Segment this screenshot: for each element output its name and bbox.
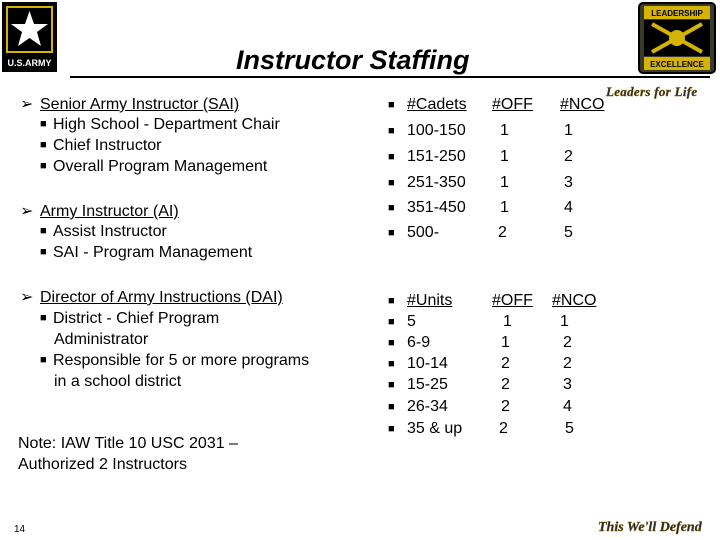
square-bullet-icon: ■ xyxy=(40,354,47,366)
square-bullet-icon: ■ xyxy=(388,202,395,214)
table-cell: 4 xyxy=(564,199,573,216)
table-cell: 2 xyxy=(563,355,572,372)
list-item: ■ Responsible for 5 or more programs xyxy=(40,352,310,369)
title-divider xyxy=(70,76,710,78)
table-cell: 5 xyxy=(564,224,573,241)
square-bullet-icon: ■ xyxy=(388,151,395,163)
table-cell: 251-350 xyxy=(407,174,466,191)
square-bullet-icon: ■ xyxy=(40,118,47,130)
table-cell: 3 xyxy=(563,376,572,393)
table-cell: 35 & up xyxy=(407,420,463,437)
table-cell: 5 xyxy=(407,313,416,330)
square-bullet-icon: ■ xyxy=(388,337,395,349)
note-line: Authorized 2 Instructors xyxy=(18,456,187,473)
square-bullet-icon: ■ xyxy=(40,160,47,172)
units-staffing-table xyxy=(388,292,628,442)
table-cell: 500- xyxy=(407,224,440,241)
list-item: ■ Overall Program Management xyxy=(40,158,268,175)
list-item: ■ High School - Department Chair xyxy=(40,116,280,133)
square-bullet-icon: ■ xyxy=(388,295,395,307)
column-header: #Cadets xyxy=(407,96,467,113)
table-cell: 1 xyxy=(500,148,509,165)
square-bullet-icon: ■ xyxy=(388,177,395,189)
star-icon xyxy=(2,2,57,58)
list-item: ■ Chief Instructor xyxy=(40,137,162,154)
column-header: #NCO xyxy=(560,96,605,113)
table-cell: 1 xyxy=(501,334,510,351)
section-heading-dai xyxy=(20,287,283,307)
table-cell: 3 xyxy=(564,174,573,191)
army-logo xyxy=(2,2,57,72)
table-cell: 2 xyxy=(501,376,510,393)
badge-top-text: LEADERSHIP xyxy=(651,9,703,18)
list-item: ■ SAI - Program Management xyxy=(40,244,253,261)
square-bullet-icon: ■ xyxy=(388,423,395,435)
army-logo-text: U.S.ARMY xyxy=(7,58,52,68)
section-heading-sai xyxy=(20,94,239,114)
section-heading-text: Director of Army Instructions (DAI) xyxy=(40,289,283,306)
column-header: #NCO xyxy=(552,292,597,309)
table-cell: 1 xyxy=(500,174,509,191)
section-heading-text: Senior Army Instructor (SAI) xyxy=(40,96,240,113)
table-cell: 1 xyxy=(503,313,512,330)
section-list-dai xyxy=(40,308,309,392)
page-number: 14 xyxy=(14,524,26,535)
badge-bottom-text: EXCELLENCE xyxy=(650,60,704,69)
section-list-sai xyxy=(40,114,280,177)
table-cell: 1 xyxy=(500,122,509,139)
table-cell: 100-150 xyxy=(407,122,466,139)
square-bullet-icon: ■ xyxy=(388,358,395,370)
table-cell: 4 xyxy=(563,398,572,415)
list-item: ■ Assist Instructor xyxy=(40,223,167,240)
column-header: #OFF xyxy=(492,96,533,113)
square-bullet-icon: ■ xyxy=(40,246,47,258)
leadership-badge xyxy=(638,2,716,74)
table-cell: 15-25 xyxy=(407,376,448,393)
list-item-continuation: Administrator xyxy=(54,331,149,348)
section-list-ai xyxy=(40,221,252,263)
cadets-staffing-table xyxy=(388,96,628,246)
arrow-bullet-icon: ➢ xyxy=(20,203,34,220)
square-bullet-icon: ■ xyxy=(388,227,395,239)
header-motto: Leaders for Life xyxy=(606,84,698,99)
square-bullet-icon: ■ xyxy=(388,99,395,111)
square-bullet-icon: ■ xyxy=(388,379,395,391)
footer-motto: This We'll Defend xyxy=(598,520,702,535)
authorization-note xyxy=(18,433,318,475)
column-header: #OFF xyxy=(492,292,533,309)
list-item: ■ District - Chief Program xyxy=(40,310,220,327)
table-cell: 5 xyxy=(565,420,574,437)
section-heading-ai xyxy=(20,201,179,221)
square-bullet-icon: ■ xyxy=(40,225,47,237)
square-bullet-icon: ■ xyxy=(40,139,47,151)
table-cell: 2 xyxy=(501,355,510,372)
arrow-bullet-icon: ➢ xyxy=(20,96,34,113)
table-cell: 351-450 xyxy=(407,199,466,216)
table-cell: 10-14 xyxy=(407,355,448,372)
table-cell: 2 xyxy=(501,398,510,415)
table-cell: 1 xyxy=(500,199,509,216)
square-bullet-icon: ■ xyxy=(388,401,395,413)
square-bullet-icon: ■ xyxy=(388,125,395,137)
table-cell: 151-250 xyxy=(407,148,466,165)
table-cell: 1 xyxy=(564,122,573,139)
arrow-bullet-icon: ➢ xyxy=(20,289,34,306)
table-cell: 2 xyxy=(499,420,508,437)
table-cell: 1 xyxy=(560,313,569,330)
table-cell: 26-34 xyxy=(407,398,448,415)
square-bullet-icon: ■ xyxy=(388,316,395,328)
table-cell: 2 xyxy=(498,224,507,241)
page-title: Instructor Staffing xyxy=(236,45,470,75)
table-cell: 2 xyxy=(563,334,572,351)
list-item-continuation: in a school district xyxy=(54,373,182,390)
note-line: Note: IAW Title 10 USC 2031 – xyxy=(18,435,238,452)
square-bullet-icon: ■ xyxy=(40,312,47,324)
table-cell: 6-9 xyxy=(407,334,431,351)
table-cell: 2 xyxy=(564,148,573,165)
column-header: #Units xyxy=(407,292,453,309)
section-heading-text: Army Instructor (AI) xyxy=(40,203,179,220)
